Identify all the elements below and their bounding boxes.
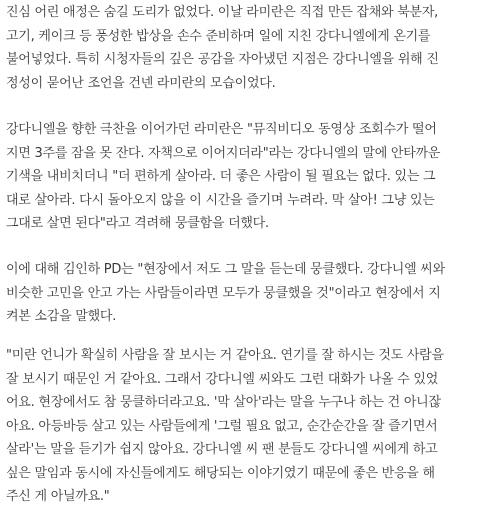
paragraph-1: [6, 1, 439, 95]
text-line: 강다니엘을 향한 극찬을 이어가던 라미란은 "뮤직비디오 동영상 조회수가 떨어: [6, 122, 437, 137]
text-line: 불어넣었다. 특히 시청자들의 깊은 공감을 자아냈던 지점은 강다니엘을 위해 진: [6, 52, 439, 67]
text-line: 아요. 아등바등 살고 있는 사람들에게 '그럴 필요 없고, 순간순간을 잘 즐기면서: [6, 418, 438, 434]
text-line: 고기, 케이크 등 풍성한 밥상을 손수 준비하며 일에 지친 강다니엘에게 온기를: [6, 28, 431, 44]
text-line: 켜본 소감을 말했다.: [6, 309, 117, 324]
text-line: 주신 게 아닐까요.": [6, 489, 110, 504]
text-line: 대로 살아라. 다시 돌아오지 않을 이 시간을 즐기며 누려라. 막 살아! 그냥 있는: [6, 192, 435, 208]
text-line: 어요. 현장에서도 참 뭉클하더라고요. '막 살아'라는 말을 누구나 하는 건 아니잖: [6, 395, 441, 410]
paragraph-3: [6, 258, 445, 329]
text-line: 정성이 묻어난 조언을 건넨 라미란의 모습이었다.: [6, 75, 276, 91]
text-line: 비슷한 고민을 안고 가는 사람들이라면 모두가 뭉클했을 것"이라고 현장에서 지: [6, 285, 441, 301]
text-line: 싶은 말임과 동시에 자신들에게도 해당되는 이야기였기 때문에 좋은 반응을 해: [6, 465, 435, 481]
text-line: 잘 보시기 때문인 거 같아요. 그래서 강다니엘 씨와도 그런 대화가 나올 수 있었: [6, 371, 439, 387]
text-line: 기색을 내비치더니 "더 편하게 살아라. 더 좋은 사람이 될 필요는 없다. 있는 그: [6, 169, 436, 184]
paragraph-4-quote: [6, 344, 444, 509]
text-line: 이에 대해 김인하 PD는 "현장에서 저도 그 말을 듣는데 뭉클했다. 강다니엘 씨와: [6, 262, 445, 277]
text-line: "미란 언니가 확실히 사람을 잘 보시는 거 같아요. 연기를 잘 하시는 것도 사람을: [6, 348, 444, 363]
paragraph-2: [6, 118, 440, 236]
text-line: 살라'는 말을 듣기가 쉽지 않아요. 강다니엘 씨 팬 분들도 강다니엘 씨에게 하고: [6, 442, 438, 457]
text-line: 그대로 살면 된다"라고 격려해 뭉클함을 더했다.: [6, 216, 269, 231]
text-line: 진심 어린 애정은 숨길 도리가 없었다. 이날 라미란은 직접 만든 잡채와 북분자,: [6, 5, 439, 20]
text-line: 지면 3주를 잠을 못 잔다. 자책으로 이어지더라"라는 강다니엘의 말에 안타까운: [6, 145, 441, 161]
